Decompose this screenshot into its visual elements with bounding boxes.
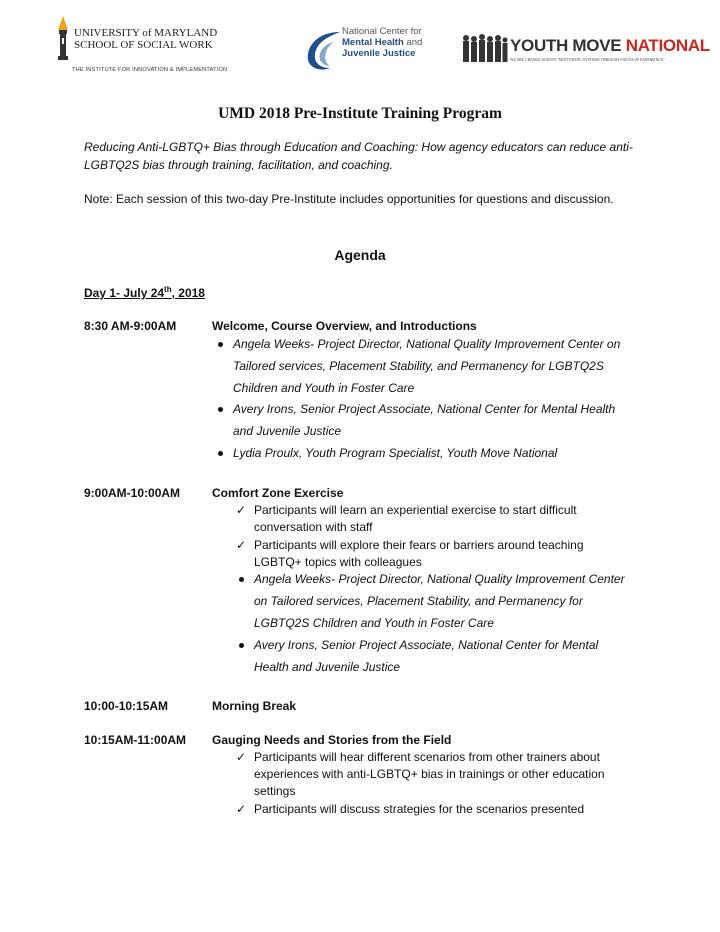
session-title: Gauging Needs and Stories from the Field	[212, 733, 452, 747]
bullet-icon	[213, 334, 227, 356]
list-item: Avery Irons, Senior Project Associate, National Center for Mental Health and Juvenile Justice	[213, 399, 653, 443]
list-item: Angela Weeks- Project Director, National Quality Improvement Center on Tailored services, Placement Stability, and Permanency for LGBTQ2S Children and Youth in Foster Care	[234, 569, 654, 635]
list-item: Avery Irons, Senior Project Associate, National Center for Mental Health and Juvenile Justice	[234, 635, 654, 679]
ym-tagline: WE ARE CHANGE AGENTS "MOTIVATING SYSTEMS THROUGH VOICES OF EXPERIENCE"	[510, 58, 665, 62]
youth-silhouettes-icon	[462, 34, 508, 64]
bullet-icon	[234, 569, 248, 591]
bullet-icon	[213, 443, 227, 465]
umd-line1: UNIVERSITY of MARYLAND	[74, 27, 218, 39]
ncmhjj-line3: Juvenile Justice	[342, 48, 416, 59]
note-text: Note: Each session of this two-day Pre-Institute includes opportunities for questions and discussion.	[84, 192, 614, 206]
umd-logo	[56, 16, 256, 76]
session-time: 10:00-10:15AM	[84, 699, 169, 713]
umd-line2: SCHOOL OF SOCIAL WORK	[74, 39, 213, 51]
list-item: ✓ Participants will explore their fears or barriers around teaching LGBTQ+ topics with colleagues	[235, 538, 584, 569]
check-icon: ✓	[235, 802, 247, 816]
list-item: Angela Weeks- Project Director, National Quality Improvement Center on Tailored services, Placement Stability, and Permanency for LGBTQ2S Children and Youth in Foster Care	[213, 334, 653, 400]
session-time: 10:15AM-11:00AM	[84, 733, 187, 747]
page-title: UMD 2018 Pre-Institute Training Program	[218, 105, 502, 122]
list-item: Lydia Proulx, Youth Program Specialist, Youth Move National	[213, 443, 653, 465]
agenda-heading: Agenda	[334, 247, 386, 263]
youth-move-national-logo	[462, 34, 710, 74]
check-icon: ✓	[235, 750, 247, 764]
ncmhjj-line2b: and	[406, 37, 423, 48]
bullet-icon	[213, 399, 227, 421]
bullet-icon	[234, 635, 248, 657]
ym-word2: NATIONAL	[625, 36, 710, 55]
check-icon: ✓	[235, 503, 247, 517]
session-title: Welcome, Course Overview, and Introductions	[212, 319, 477, 333]
intro-subtitle: Reducing Anti-LGBTQ+ Bias through Education and Coaching: How agency educators can reduce anti-LGBTQ2S bias through training, facilitation, and coaching.	[84, 140, 633, 172]
umd-line3: THE INSTITUTE FOR INNOVATION & IMPLEMENTATION	[72, 67, 228, 73]
session-time: 9:00AM-10:00AM	[84, 486, 181, 500]
ncmhjj-swoosh-icon	[304, 28, 344, 72]
ncmhjj-line1: National Center for	[342, 26, 422, 37]
ncmhjj-line2: Mental Health	[342, 37, 404, 48]
list-item: ✓ Participants will learn an experiential exercise to start difficult conversation with staff	[235, 503, 577, 534]
ncmhjj-logo	[304, 26, 424, 76]
session-title: Morning Break	[212, 699, 297, 713]
ym-word1: YOUTH MOVE	[510, 36, 622, 55]
list-item: ✓ Participants will discuss strategies for the scenarios presented	[235, 802, 585, 816]
list-item: ✓ Participants will hear different scenarios from other trainers about experiences with anti-LGBTQ+ bias in trainings or other education settings	[235, 750, 605, 798]
umd-tower-icon	[56, 16, 70, 60]
check-icon: ✓	[235, 538, 247, 552]
session-time: 8:30 AM-9:00AM	[84, 319, 177, 333]
session-title: Comfort Zone Exercise	[212, 486, 344, 500]
day1-heading: Day 1- July 24th, 2018	[84, 285, 205, 300]
